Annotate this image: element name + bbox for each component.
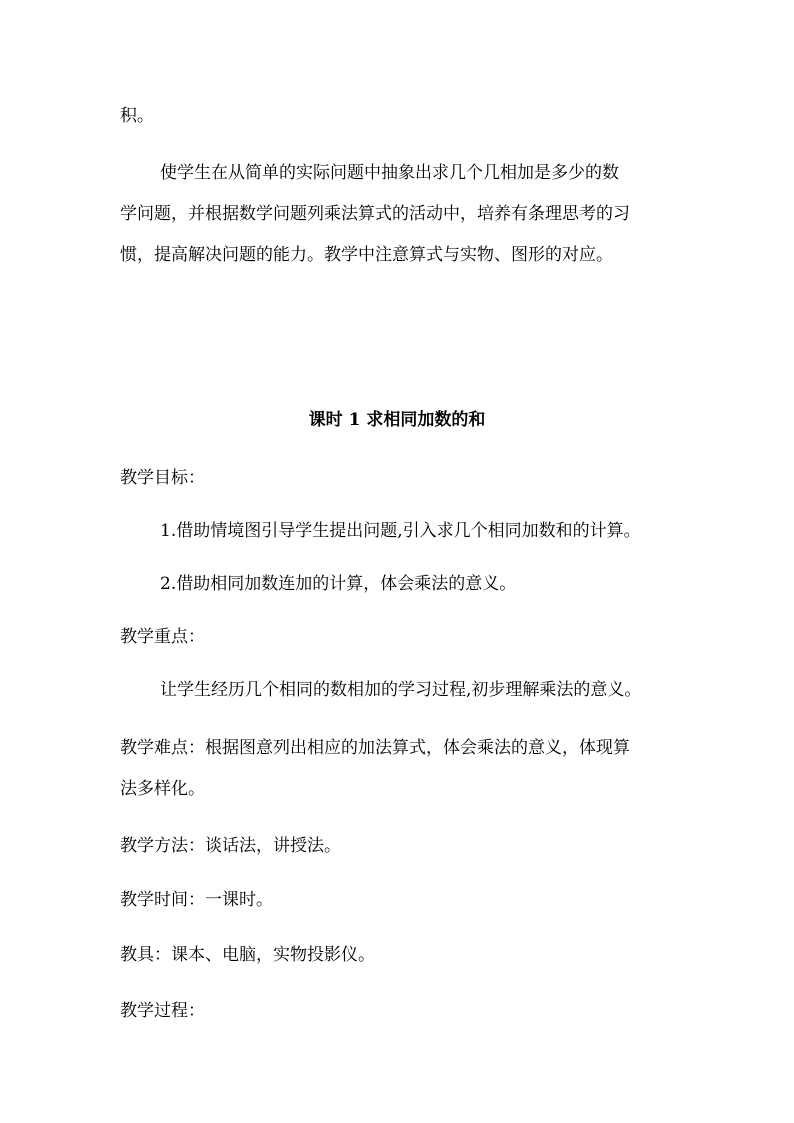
teaching-method: 教学方法：谈话法，讲授法。 xyxy=(120,836,341,856)
goal-1: 1.借助情境图引导学生提出问题,引入求几个相同加数和的计算。 xyxy=(160,521,641,541)
teaching-time: 教学时间：一课时。 xyxy=(120,890,273,910)
difficulty-line-2: 法多样化。 xyxy=(120,779,205,799)
key-point: 让学生经历几个相同的数相加的学习过程,初步理解乘法的意义。 xyxy=(160,680,642,700)
lesson-title: 课时 1 求相同加数的和 xyxy=(308,410,486,430)
difficulty-line-1: 教学难点：根据图意列出相应的加法算式，体会乘法的意义，体现算 xyxy=(120,738,630,758)
key-point-heading: 教学重点： xyxy=(120,627,205,647)
process-heading: 教学过程： xyxy=(120,1001,205,1021)
intro-paragraph-line-2: 学问题，并根据数学问题列乘法算式的活动中，培养有条理思考的习 xyxy=(120,204,630,224)
intro-continuation: 积。 xyxy=(120,106,154,126)
intro-paragraph-line-3: 惯，提高解决问题的能力。教学中注意算式与实物、图形的对应。 xyxy=(120,245,613,265)
goals-heading: 教学目标： xyxy=(120,468,205,488)
intro-paragraph-line-1: 使学生在从简单的实际问题中抽象出求几个几相加是多少的数 xyxy=(160,163,619,183)
goal-2: 2.借助相同加数连加的计算，体会乘法的意义。 xyxy=(160,574,517,594)
teaching-tools: 教具：课本、电脑，实物投影仪。 xyxy=(120,945,375,965)
